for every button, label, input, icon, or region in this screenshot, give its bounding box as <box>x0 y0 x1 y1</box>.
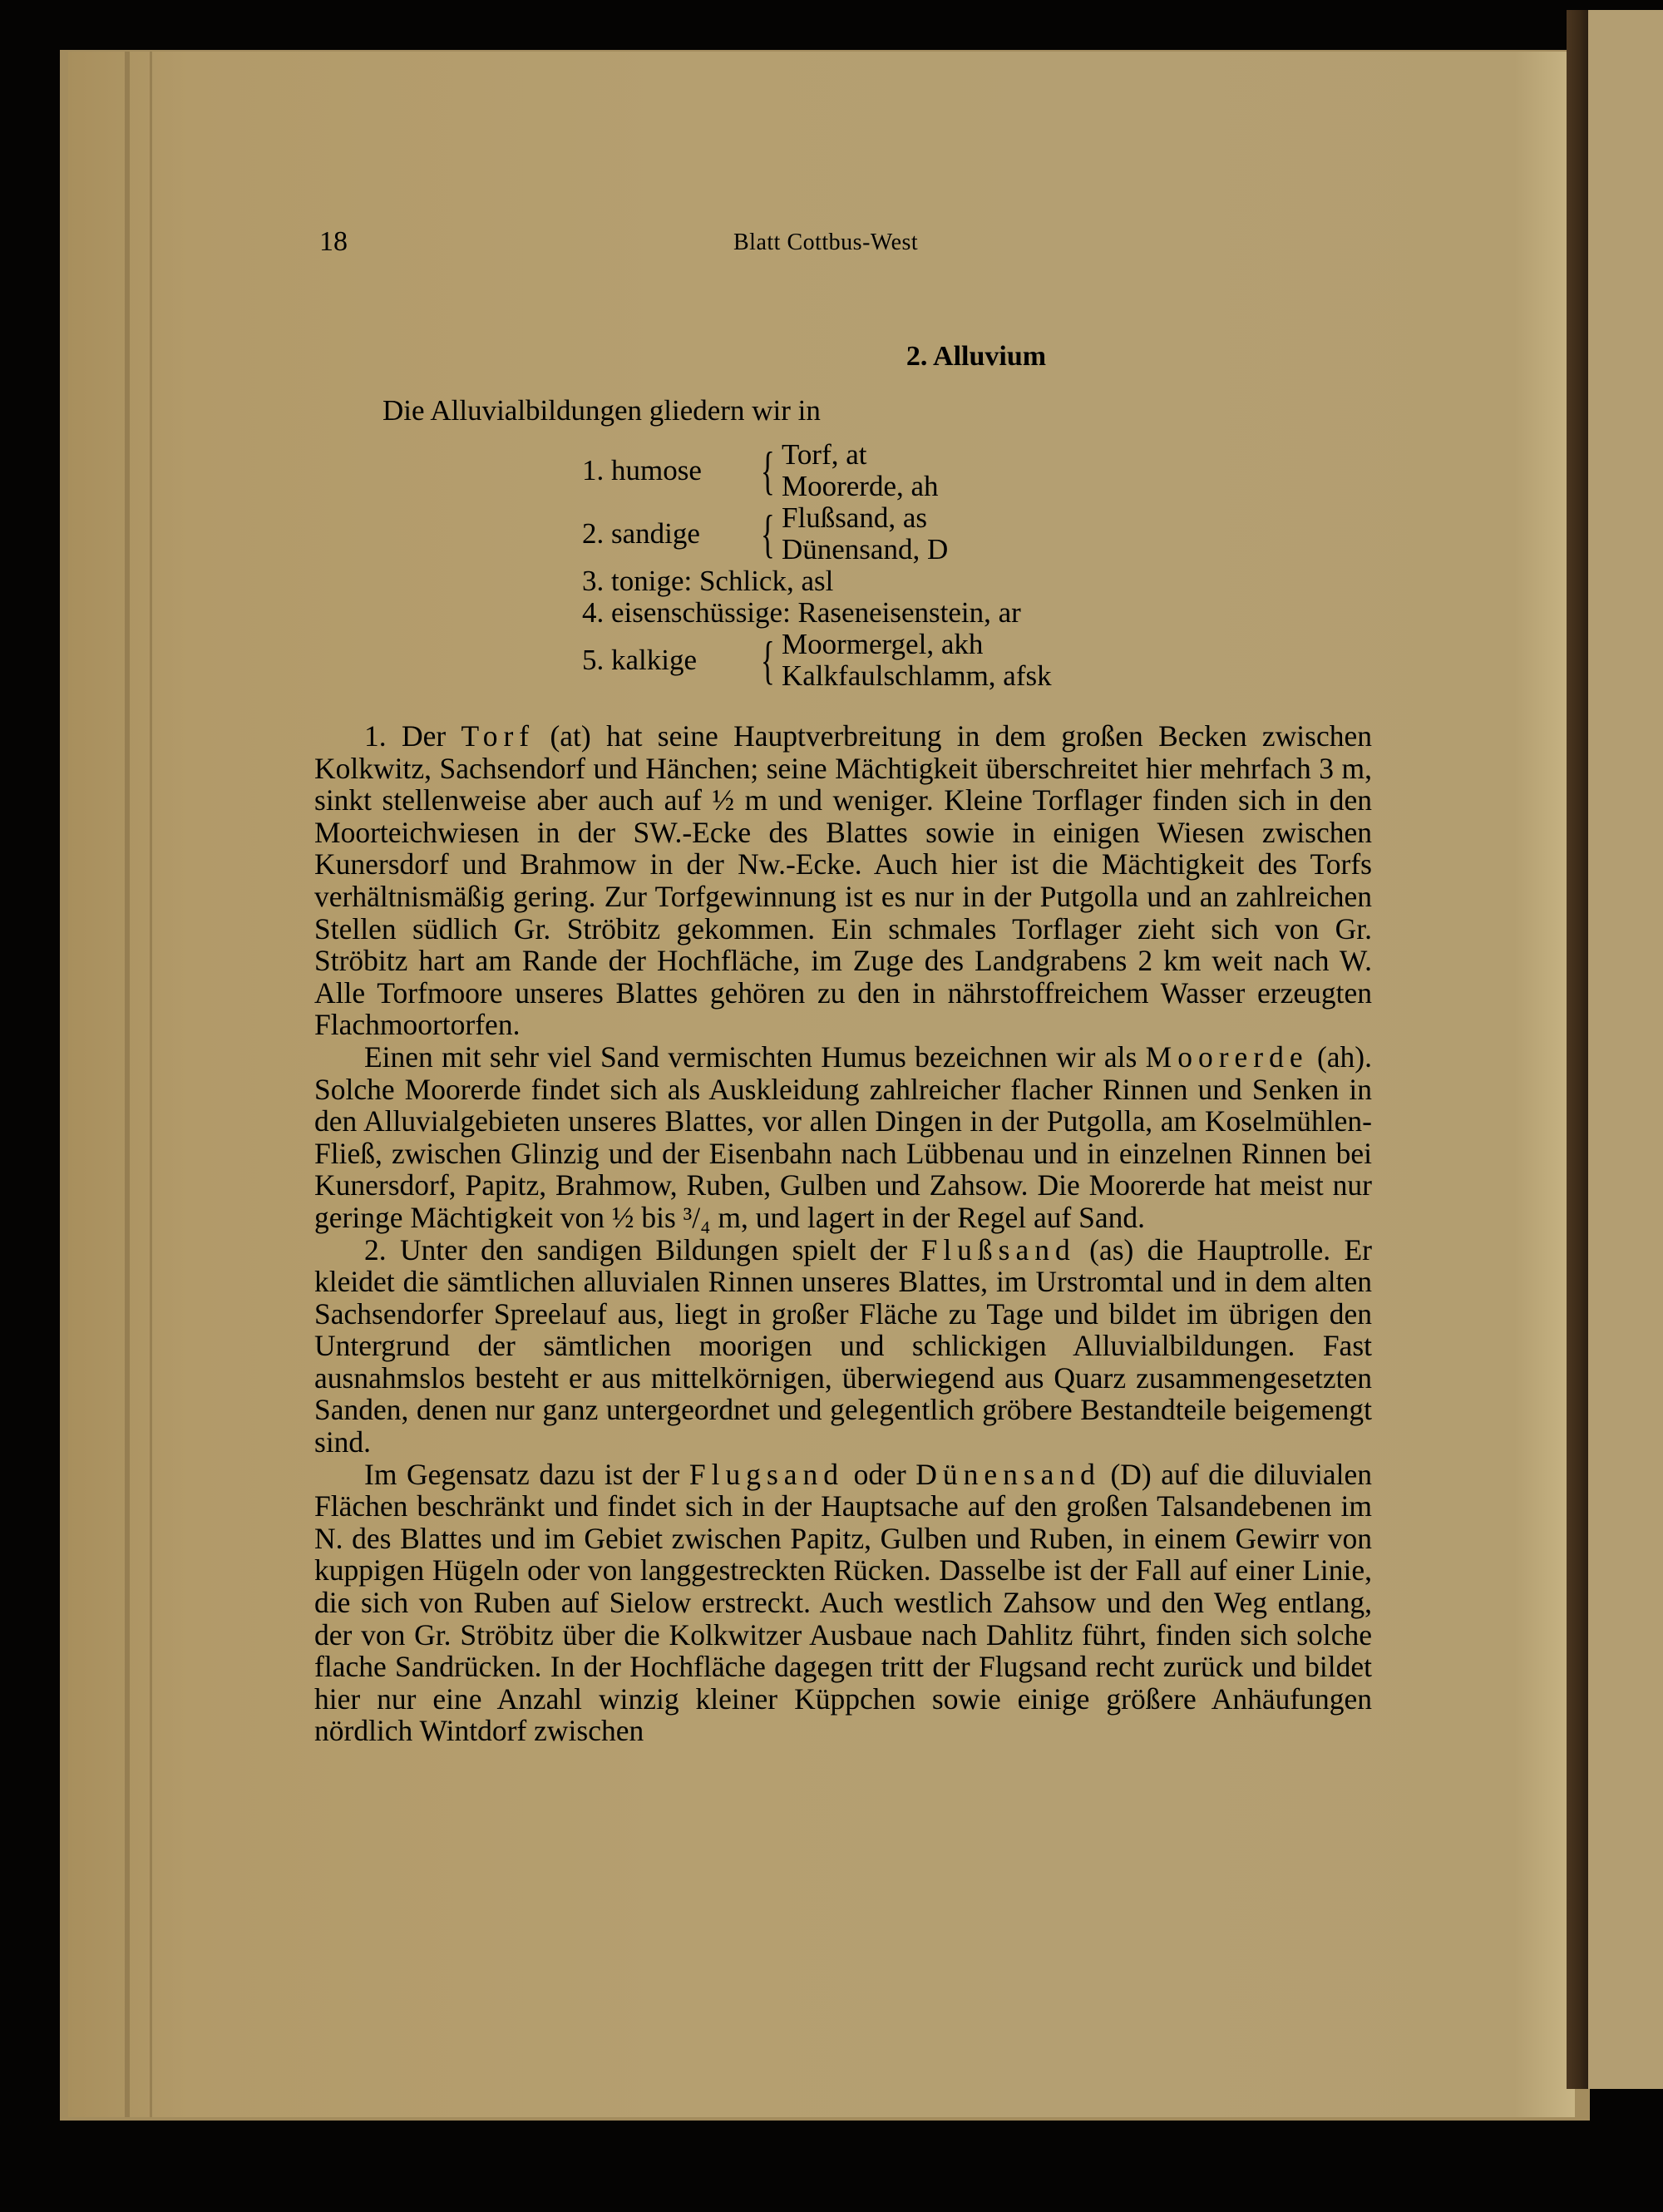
classification-subitem: Kalkfaulschlamm, afsk <box>782 659 1052 692</box>
classification-subitem: Moorerde, ah <box>782 470 939 502</box>
classification-subitem: Moormergel, akh <box>782 628 984 660</box>
page-fold-line <box>150 52 152 2117</box>
classification-item <box>582 628 1052 692</box>
running-header <box>311 225 1367 258</box>
paragraph-torf: 1. Der Torf (at) hat seine Hauptverbreitung in dem großen Becken zwischen Kolkwitz, Sachsendorf und Hänchen; seine Mächtigkeit überschreitet hier mehrfach 3 m, sinkt stellenweise aber auch auf ½ m und weniger. Kleine Torflager finden sich in den Moorteichwiesen in der SW.-Ecke des Blattes sowie in einigen Wiesen zwischen Kunersdorf und Brahmow in der Nw.-Ecke. Auch hier ist die Mächtigkeit des Torfs verhältnismäßig gering. Zur Torfgewinnung ist es nur in der Putgolla und an zahlreichen Stellen südlich Gr. Ströbitz gekommen. Ein schmales Torflager zieht sich von Gr. Ströbitz hart am Rande der Hochfläche, im Zuge des Landgrabens 2 km weit nach W. Alle Torfmoore unseres Blattes gehören zu den in nährstoffreichem Wasser erzeugten Flachmoortorfen. <box>314 719 1373 1042</box>
classification-subitem: Flußsand, as <box>782 501 927 534</box>
header-title: Blatt Cottbus-West <box>733 230 919 255</box>
page-number: 18 <box>319 226 348 257</box>
paragraph-flugsand: Im Gegensatz dazu ist der Flugsand oder Dünensand (D) auf die diluvialen Flächen beschränkt und findet sich in der Hauptsache auf den großen Talsandebenen im N. des Blattes und im Gebiet zwischen Papitz, Gulben und Ruben, in einem Gewirr von kuppigen Hügeln oder von langgestreckten Rücken. Dasselbe ist der Fall auf einer Linie, die sich von Ruben auf Sielow erstreckt. Auch westlich Zahsow und den Weg entlang, der von Gr. Ströbitz über die Kolkwitzer Ausbaue nach Dahlitz führt, finden sich solche flache Sandrücken. In der Hochfläche dagegen tritt der Flugsand recht zurück und bildet hier nur eine Anzahl winzig kleiner Küppchen sowie einige größere Anhäufungen nördlich Wintdorf zwischen <box>314 1457 1372 1748</box>
classification-label: 1. humose <box>582 454 702 486</box>
classification-subitem: Dünensand, D <box>782 533 949 565</box>
classification-item <box>582 502 1021 565</box>
classification-label: 5. kalkige <box>582 644 698 676</box>
term-emphasis: Torf <box>461 719 535 753</box>
section-intro: Die Alluvialbildungen gliedern wir in <box>382 394 821 427</box>
term-emphasis: Dünensand <box>915 1457 1101 1491</box>
body-text <box>314 720 1372 1747</box>
brace-symbol: { <box>760 630 775 689</box>
term-emphasis: Flugsand <box>688 1457 845 1491</box>
paragraph-moorerde: Einen mit sehr viel Sand vermischten Humus bezeichnen wir als Moorerde (ah). Solche Moorerde findet sich als Auskleidung zahlreicher flacher Rinnen und Senken in den Alluvialgebieten unseres Blattes, vor allen Dingen in der Putgolla, am Koselmühlen-Fließ, zwischen Glinzig und der Eisenbahn nach Lübbenau und in einzelnen Rinnen bei Kunersdorf, Papitz, Brahmow, Ruben, Gulben und Zahsow. Die Moorerde hat meist nur geringe Mächtigkeit von ½ bis ³/₄ m, und lagert in der Regel auf Sand. <box>314 1039 1372 1234</box>
brace-symbol: { <box>760 504 775 563</box>
page-fold-line <box>125 52 130 2117</box>
classification-subitem: Schlick, asl <box>698 565 834 597</box>
classification-label: 2. sandige <box>582 517 700 550</box>
classification-subitem: Raseneisenstein, ar <box>797 596 1021 629</box>
classification-item <box>582 439 1021 502</box>
brace-symbol: { <box>760 441 775 500</box>
binding-shadow <box>1567 10 1588 2089</box>
classification-item: 4. eisenschüssige: Raseneisenstein, ar <box>582 596 1021 629</box>
term-emphasis: Flußsand <box>920 1232 1076 1266</box>
classification-item: 3. tonige: Schlick, asl <box>582 565 834 597</box>
paragraph-flusssand: 2. Unter den sandigen Bildungen spielt der Flußsand (as) die Hauptrolle. Er kleidet die sämtlichen alluvialen Rinnen unseres Blattes, im Urstromtal und in dem alten Sachsendorfer Spreelauf aus, liegt in großer Fläche zu Tage und bildet im übrigen den Untergrund der sämtlichen moorigen und schlickigen Alluvialbildungen. Fast ausnahmslos besteht er aus mittelkörnigen, überwiegend aus Quarz zusammengesetzten Sanden, denen nur ganz untergeordnet und gelegentlich gröbere Bestandteile beigemengt sind. <box>314 1232 1372 1459</box>
classification-list <box>582 438 1052 692</box>
section-title: 2. Alluvium <box>906 341 1047 372</box>
classification-subitem: Torf, at <box>782 438 867 471</box>
facing-page-edge <box>1588 10 1663 2089</box>
term-emphasis: Moorerde <box>1145 1039 1309 1074</box>
